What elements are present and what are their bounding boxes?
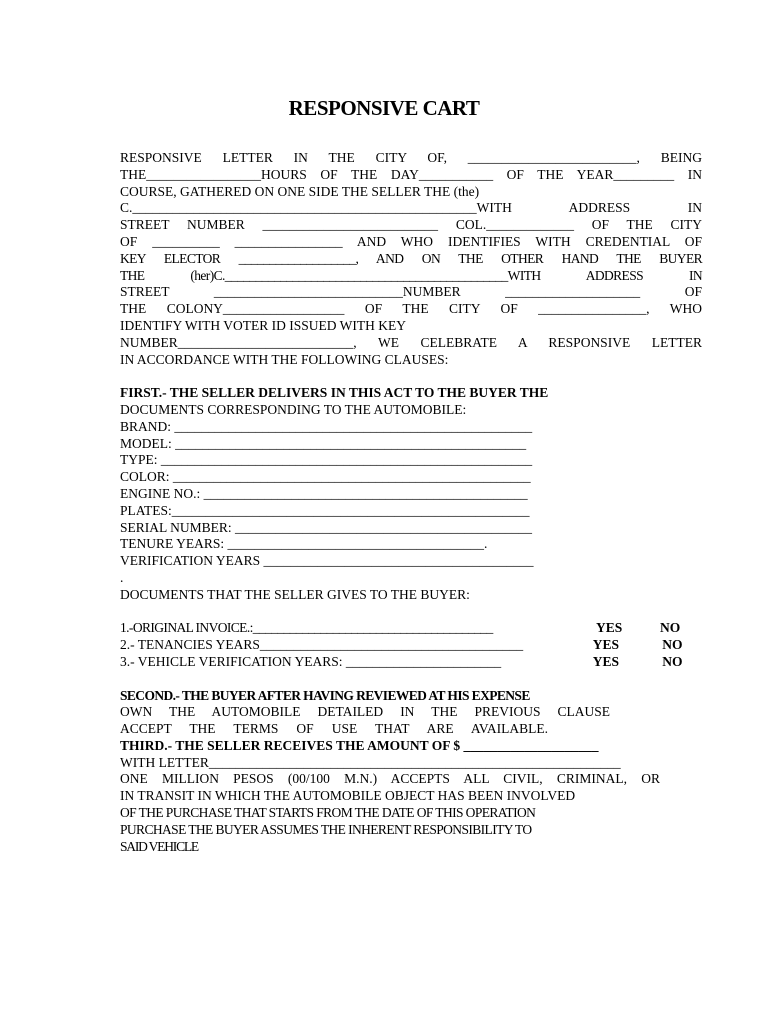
intro-line: OF __________ ________________ AND WHO IDENTIFIES WITH CREDENTIAL OF bbox=[120, 233, 702, 249]
document-item-label: 3.- VEHICLE VERIFICATION YEARS: _______________________ bbox=[120, 653, 502, 669]
intro-line: THE_________________HOURS OF THE DAY___________ OF THE YEAR_________ IN bbox=[120, 166, 702, 182]
intro-line: NUMBER__________________________, WE CELEBRATE A RESPONSIVE LETTER bbox=[120, 334, 702, 350]
documents-list-item bbox=[120, 654, 702, 671]
spacer bbox=[120, 671, 702, 688]
tenure-years-field: TENURE YEARS: ______________________________________. bbox=[120, 536, 488, 552]
second-clause-heading: SECOND.- THE BUYER AFTER HAVING REVIEWED AT HIS EXPENSE bbox=[120, 687, 530, 703]
no-option: NO bbox=[662, 637, 683, 653]
intro-line: KEY ELECTOR ___________________, AND ON THE OTHER HAND THE BUYER bbox=[120, 250, 702, 266]
document-item-label: 1.-ORIGINAL INVOICE.:_______________________________________ bbox=[120, 620, 493, 636]
documents-list-item bbox=[120, 620, 702, 637]
intro-line: STREET ____________________________NUMBER ____________________ OF bbox=[120, 284, 702, 300]
type-field: TYPE: _______________________________________________________ bbox=[120, 452, 533, 468]
second-clause-line: OWN THE AUTOMOBILE DETAILED IN THE PREVIOUS CLAUSE bbox=[120, 704, 610, 720]
third-clause-line: ONE MILLION PESOS (00/100 M.N.) ACCEPTS ALL CIVIL, CRIMINAL, OR bbox=[120, 771, 660, 787]
document-item-label: 2.- TENANCIES YEARS_______________________________________ bbox=[120, 637, 524, 653]
intro-line: C.___________________________________________________WITH ADDRESS IN bbox=[120, 200, 702, 216]
third-clause-line: WITH LETTER_____________________________________________________________ bbox=[120, 754, 621, 770]
third-clause-line: SAID VEHICLE bbox=[120, 838, 198, 854]
intro-line: STREET NUMBER __________________________ COL._____________ OF THE CITY bbox=[120, 217, 702, 233]
engine-no-field: ENGINE NO.: ________________________________________________ bbox=[120, 485, 528, 501]
serial-number-field: SERIAL NUMBER: ____________________________________________ bbox=[120, 519, 533, 535]
intro-line: IDENTIFY WITH VOTER ID ISSUED WITH KEY bbox=[120, 317, 406, 333]
verification-years-field: VERIFICATION YEARS ________________________________________ bbox=[120, 553, 534, 569]
intro-line: THE COLONY__________________ OF THE CITY OF ________________, WHO bbox=[120, 301, 702, 317]
documents-list-item bbox=[120, 637, 702, 654]
yes-option: YES bbox=[596, 620, 623, 636]
document-body bbox=[120, 150, 702, 855]
spacer bbox=[120, 368, 702, 385]
yes-option: YES bbox=[592, 653, 619, 669]
intro-line: COURSE, GATHERED ON ONE SIDE THE SELLER THE (the) bbox=[120, 183, 480, 199]
stray-period: . bbox=[120, 569, 124, 585]
color-field: COLOR: _____________________________________________________ bbox=[120, 469, 531, 485]
no-option: NO bbox=[662, 653, 683, 669]
no-option: NO bbox=[660, 620, 681, 636]
first-clause-line: DOCUMENTS CORRESPONDING TO THE AUTOMOBILE: bbox=[120, 401, 467, 417]
third-clause-line: PURCHASE THE BUYER ASSUMES THE INHERENT RESPONSIBILITY TO bbox=[120, 821, 532, 837]
intro-line: IN ACCORDANCE WITH THE FOLLOWING CLAUSES: bbox=[120, 351, 449, 367]
third-clause-heading: THIRD.- THE SELLER RECEIVES THE AMOUNT OF $ ____________________ bbox=[120, 737, 599, 753]
spacer bbox=[120, 604, 702, 621]
document-title: RESPONSIVE CART bbox=[288, 96, 480, 120]
documents-heading: DOCUMENTS THAT THE SELLER GIVES TO THE BUYER: bbox=[120, 586, 470, 602]
yes-option: YES bbox=[592, 637, 619, 653]
third-clause-line: IN TRANSIT IN WHICH THE AUTOMOBILE OBJECT HAS BEEN INVOLVED bbox=[120, 788, 576, 804]
intro-line: THE (her)C.______________________________________________WITH ADDRESS IN bbox=[120, 267, 702, 283]
model-field: MODEL: ____________________________________________________ bbox=[120, 435, 527, 451]
second-clause-line: ACCEPT THE TERMS OF USE THAT ARE AVAILABLE. bbox=[120, 721, 548, 737]
intro-line: RESPONSIVE LETTER IN THE CITY OF, _________________________, BEING bbox=[120, 150, 702, 165]
third-clause-line: OF THE PURCHASE THAT STARTS FROM THE DATE OF THIS OPERATION bbox=[120, 805, 536, 821]
brand-field: BRAND: _____________________________________________________ bbox=[120, 418, 533, 434]
plates-field: PLATES:_____________________________________________________ bbox=[120, 502, 530, 518]
first-clause-heading: FIRST.- THE SELLER DELIVERS IN THIS ACT TO THE BUYER THE bbox=[120, 385, 549, 401]
